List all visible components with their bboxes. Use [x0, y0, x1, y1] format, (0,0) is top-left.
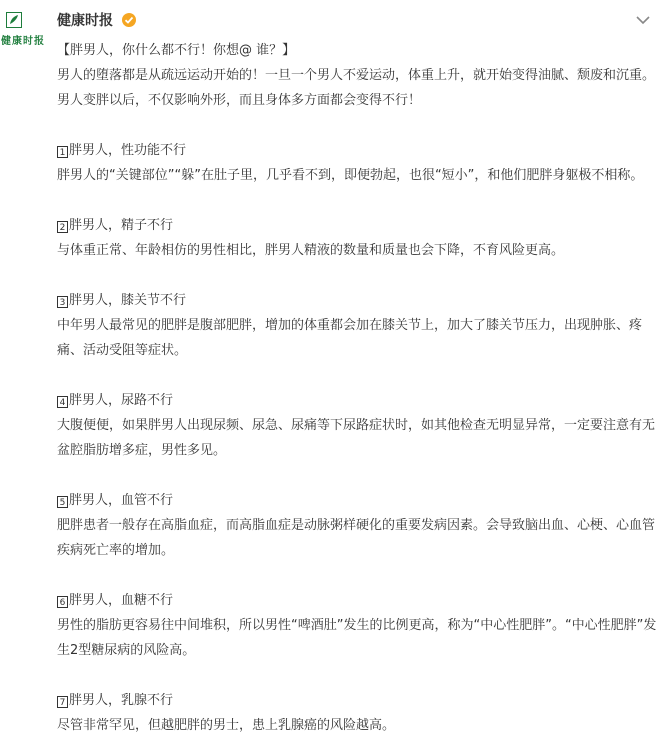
- section-body: 尽管非常罕见，但越肥胖的男士，患上乳腺癌的风险越高。: [57, 718, 396, 733]
- section-number: 6: [57, 596, 68, 608]
- leaf-logo-icon: [6, 12, 22, 28]
- author-name[interactable]: 健康时报: [57, 13, 113, 29]
- section-number: 4: [57, 396, 68, 408]
- section-heading: [57, 138, 657, 163]
- section-heading-text: 胖男人，膝关节不行: [69, 293, 187, 308]
- section-6: [57, 588, 657, 663]
- section-body: 与体重正常、年龄相仿的男性相比，胖男人精液的数量和质量也会下降，不育风险更高。: [57, 243, 565, 258]
- section-body: 大腹便便，如果胖男人出现尿频、尿急、尿痛等下尿路症状时，如其他检查无明显异常，一定要注意有无盆腔脂肪增多症，男性多见。: [57, 418, 656, 458]
- section-heading-text: 胖男人，乳腺不行: [69, 693, 174, 708]
- section-heading-text: 胖男人，血管不行: [69, 493, 174, 508]
- section-number: 5: [57, 496, 68, 508]
- section-body: 中年男人最常见的肥胖是腹部肥胖，增加的体重都会加在膝关节上，加大了膝关节压力，出现肿胀、疼痛、活动受阻等症状。: [57, 318, 643, 358]
- chevron-down-icon[interactable]: [634, 14, 652, 26]
- section-heading-text: 胖男人，血糖不行: [69, 593, 174, 608]
- section-heading: [57, 388, 657, 413]
- section-2: [57, 213, 657, 263]
- section-3: [57, 288, 657, 363]
- section-heading: [57, 688, 657, 713]
- section-number: 2: [57, 221, 68, 233]
- section-heading: [57, 213, 657, 238]
- post-title: 【胖男人，你什么都不行！你想@ 谁？】: [57, 43, 296, 58]
- avatar-logo-text: 健康时报: [1, 36, 45, 47]
- post-content: [57, 38, 657, 738]
- section-4: [57, 388, 657, 463]
- verified-badge-icon: [121, 12, 137, 28]
- section-number: 1: [57, 146, 68, 158]
- section-heading: [57, 288, 657, 313]
- section-heading: [57, 488, 657, 513]
- section-heading-text: 胖男人，精子不行: [69, 218, 174, 233]
- section-body: 男性的脂肪更容易往中间堆积，所以男性“啤酒肚”发生的比例更高，称为“中心性肥胖”。“中心性肥胖”发生2型糖尿病的风险高。: [57, 618, 657, 658]
- section-heading: [57, 588, 657, 613]
- avatar[interactable]: [0, 10, 46, 50]
- section-5: [57, 488, 657, 563]
- section-body: 胖男人的“关键部位”“躲”在肚子里，几乎看不到，即便勃起，也很“短小”，和他们肥胖身躯极不相称。: [57, 168, 644, 183]
- section-7: [57, 688, 657, 738]
- section-number: 3: [57, 296, 68, 308]
- section-body: 肥胖患者一般存在高脂血症，而高脂血症是动脉粥样硬化的重要发病因素。会导致脑出血、心梗、心血管疾病死亡率的增加。: [57, 518, 656, 558]
- section-1: [57, 138, 657, 188]
- post-intro: 男人的堕落都是从疏远运动开始的！一旦一个男人不爱运动，体重上升，就开始变得油腻、颓废和沉重。男人变胖以后，不仅影响外形，而且身体多方面都会变得不行！: [57, 68, 656, 108]
- section-heading-text: 胖男人，尿路不行: [69, 393, 174, 408]
- section-heading-text: 胖男人，性功能不行: [69, 143, 187, 158]
- section-number: 7: [57, 696, 68, 708]
